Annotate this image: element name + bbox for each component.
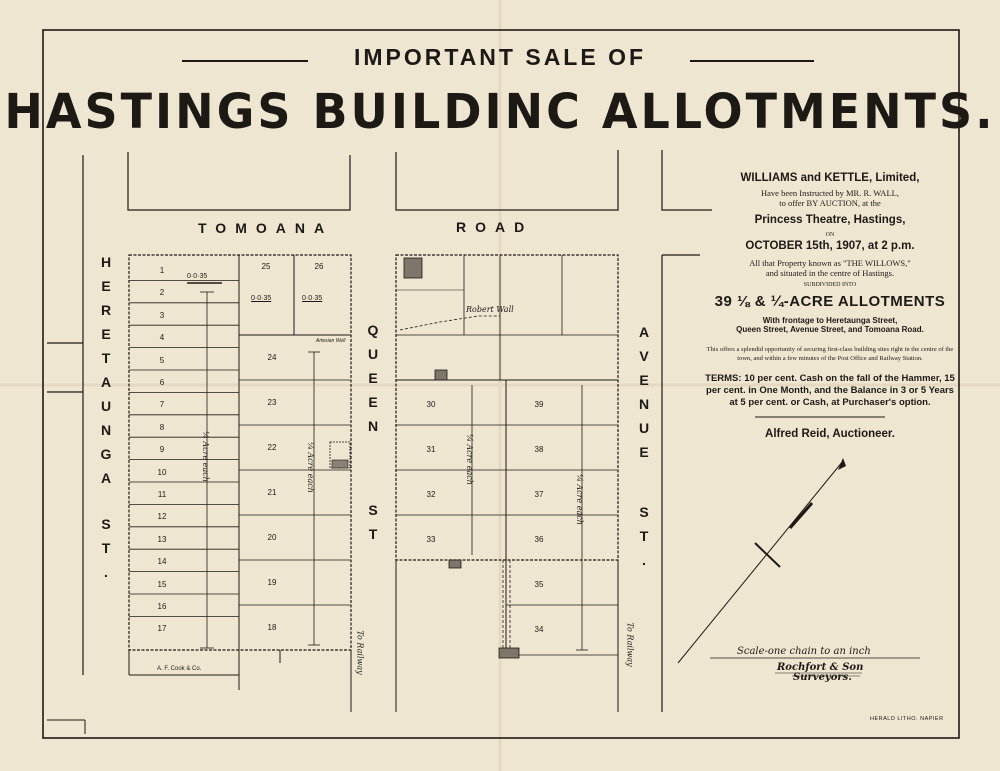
- frontage-line-2: Queen Street, Avenue Street, and Tomoana Road.: [736, 325, 924, 334]
- cook-label: A. F. Cook & Co.: [157, 666, 202, 672]
- north-arrow: [678, 461, 843, 663]
- auctioneer-name: Alfred Reid, Auctioneer.: [765, 428, 895, 440]
- lot-4: 4: [159, 333, 165, 343]
- lot-20: 20: [267, 533, 277, 542]
- lot-5: 5: [159, 355, 165, 365]
- road-label-avenue-st: S T .: [639, 504, 649, 568]
- robert-wall-label: Robert Wall: [466, 305, 514, 314]
- lot-8: 8: [159, 422, 165, 432]
- acre-each-label: ¼ Acre each: [305, 442, 315, 493]
- lot-7: 7: [159, 400, 165, 410]
- lot-16: 16: [157, 602, 167, 611]
- heading-hastings-allotments: HASTINGS BUILDINC ALLOTMENTS.: [4, 82, 996, 140]
- lot-15: 15: [157, 579, 167, 589]
- scale-label: Scale-one chain to an inch: [737, 646, 871, 657]
- road-label-road: ROAD: [456, 219, 534, 235]
- lot-32: 32: [426, 490, 436, 499]
- terms-text: TERMS: 10 per cent. Cash on the fall of the Hammer, 15 per cent. in One Month, and the Balance in 3 or 5 Years at 5 per cent. or Cash, at Purchaser's option.: [705, 373, 955, 408]
- heading-important-sale: IMPORTANT SALE OF: [353, 44, 647, 70]
- lot-24: 24: [267, 353, 277, 362]
- acre-each-label: ¼ Acre each: [200, 431, 210, 482]
- lot-22: 22: [267, 443, 277, 452]
- lot-14: 14: [157, 557, 167, 567]
- area-label: 0·0·35: [251, 295, 272, 302]
- lot-31: 31: [426, 445, 436, 454]
- property-line-2: and situated in the centre of Hastings.: [765, 268, 895, 278]
- lot-21: 21: [267, 488, 277, 497]
- frontage-line-1: With frontage to Heretaunga Street,: [762, 316, 898, 325]
- lot-1: 1: [159, 266, 165, 275]
- lot-13: 13: [157, 534, 167, 544]
- venue: Princess Theatre, Hastings,: [754, 214, 906, 226]
- lot-36: 36: [534, 535, 544, 544]
- lot-33: 33: [426, 535, 436, 544]
- road-label-avenue: A V E N U E: [638, 324, 650, 460]
- property-line-1: All that Property known as "THE WILLOWS,": [749, 258, 911, 268]
- lot-11: 11: [157, 490, 167, 499]
- area-label: 0·0·35: [187, 273, 208, 280]
- lot-23: 23: [267, 398, 277, 407]
- lot-3: 3: [159, 310, 165, 320]
- lot-35: 35: [534, 580, 544, 589]
- lot-25: 25: [261, 262, 271, 271]
- to-railway-label: To Railway: [355, 630, 365, 675]
- lot-18: 18: [267, 623, 277, 632]
- lot-10: 10: [157, 467, 167, 477]
- lot-6: 6: [159, 378, 165, 387]
- artesian-well-label: Artesian Well: [316, 338, 346, 344]
- acre-each-label: ¼ Acre each: [574, 474, 584, 525]
- lot-2: 2: [159, 288, 165, 298]
- on-word: ON: [825, 232, 835, 238]
- surveyors-title: Surveyors.: [793, 672, 852, 683]
- instructed-line: Have been Instructed by MR. R. WALL,: [761, 188, 899, 198]
- lot-39: 39: [534, 400, 544, 409]
- lot-19: 19: [267, 578, 277, 587]
- sale-date: OCTOBER 15th, 1907, at 2 p.m.: [745, 240, 915, 252]
- lot-38: 38: [534, 445, 544, 454]
- road-label-tomoana: TOMOANA: [198, 220, 334, 236]
- allotments-count: 39 ⅛ & ¼-ACRE ALLOTMENTS: [714, 293, 946, 310]
- lot-34: 34: [534, 625, 544, 634]
- lot-30: 30: [426, 400, 436, 409]
- lot-26: 26: [314, 262, 324, 271]
- opportunity-text: This offers a splendid opportunity of securing first-class building sites right in the centre of the town, and within a few minutes of the Post Office and Railway Station.: [706, 346, 954, 362]
- road-label-queen-st: S T: [368, 502, 378, 542]
- area-label: 0·0·35: [302, 295, 323, 302]
- lot-12: 12: [157, 512, 167, 522]
- offer-line: to offer BY AUCTION, at the: [779, 198, 881, 208]
- road-label-heretaunga: H E R E T A U N G A: [100, 254, 112, 486]
- lot-17: 17: [157, 624, 167, 634]
- road-label-heretaunga-st: S T .: [101, 516, 111, 580]
- surveyors-name: Rochfort & Son: [777, 662, 864, 673]
- printer-credit: HERALD LITHO. NAPIER: [870, 716, 944, 722]
- lot-9: 9: [159, 445, 165, 455]
- subdivided-line: SUBDIVIDED INTO: [803, 282, 857, 288]
- to-railway-label: To Railway: [625, 622, 635, 667]
- auctioneer-firm: WILLIAMS and KETTLE, Limited,: [740, 172, 920, 184]
- lot-37: 37: [534, 490, 544, 499]
- road-label-queen: Q U E E N: [367, 322, 379, 434]
- acre-each-label: ¼ Acre each: [464, 434, 474, 485]
